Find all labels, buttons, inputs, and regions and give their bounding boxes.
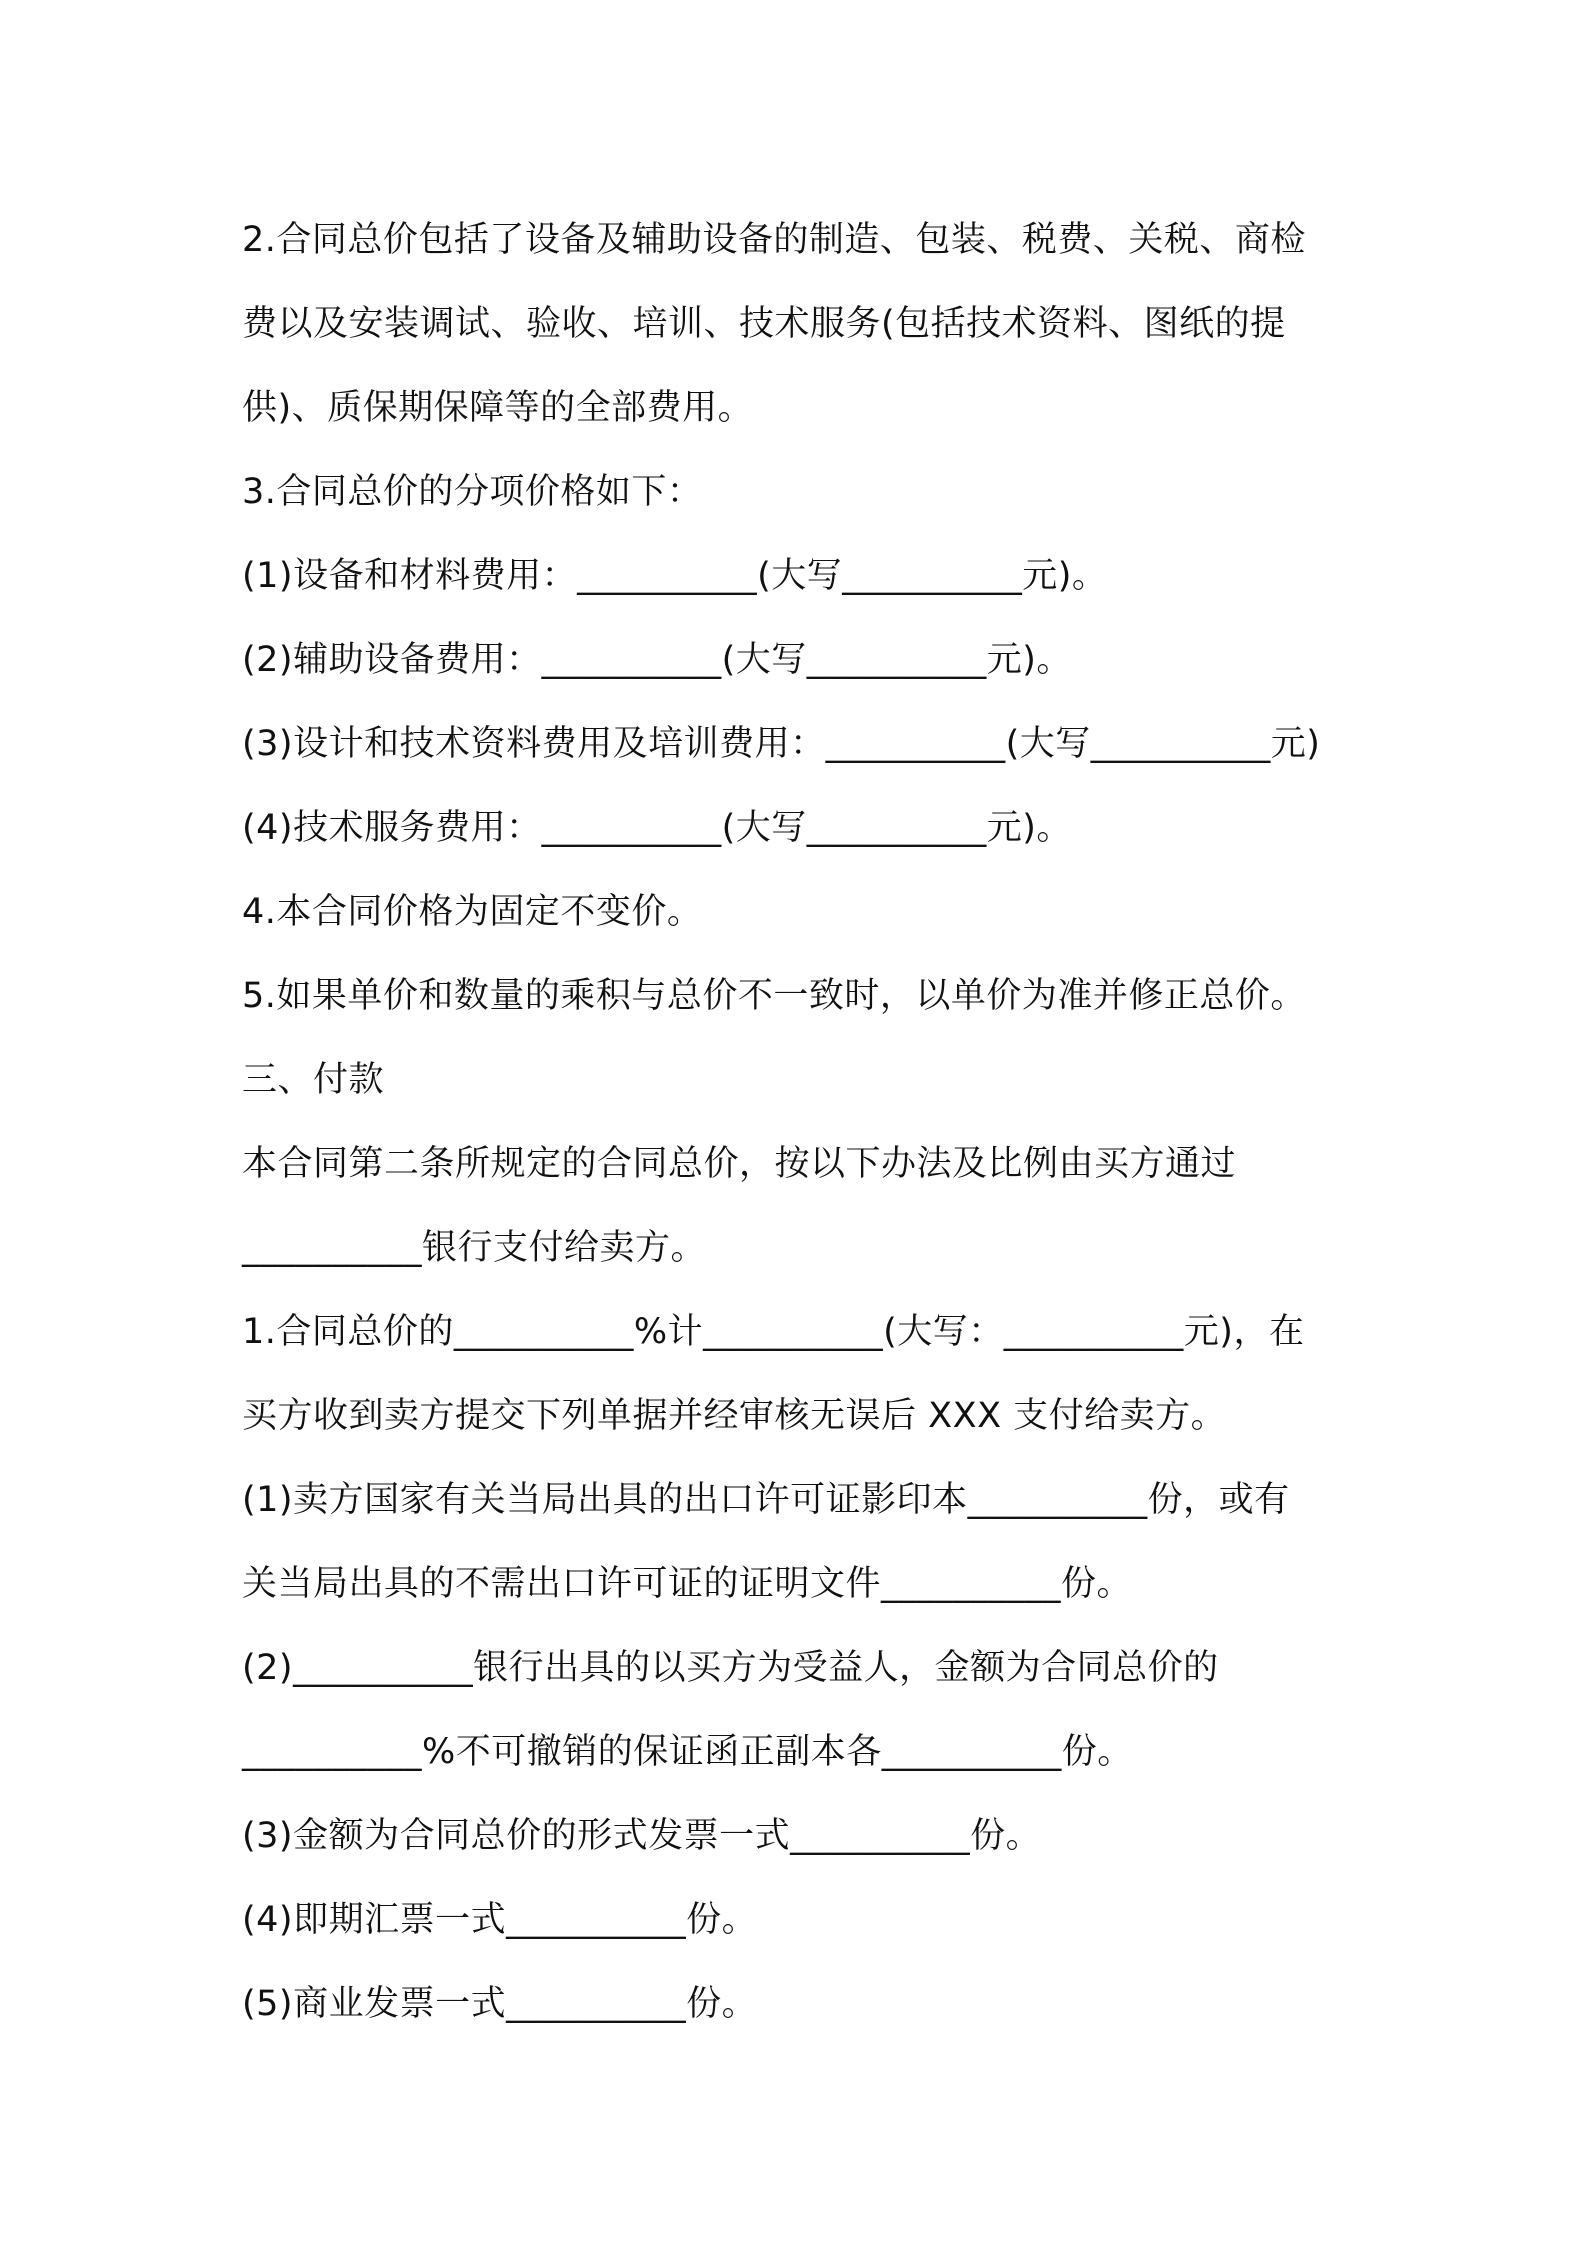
paragraph-line: 5.如果单价和数量的乘积与总价不一致时，以单价为准并修正总价。 bbox=[242, 976, 1306, 1016]
paragraph-line: 3.合同总价的分项价格如下： bbox=[242, 472, 703, 512]
paragraph-line: (4)技术服务费用：__________(大写__________元)。 bbox=[242, 808, 1072, 848]
paragraph-line: (1)设备和材料费用：__________(大写__________元)。 bbox=[242, 556, 1108, 596]
paragraph-line: 买方收到卖方提交下列单据并经审核无误后 XXX 支付给卖方。 bbox=[242, 1396, 1227, 1436]
paragraph-line: (2)辅助设备费用：__________(大写__________元)。 bbox=[242, 640, 1072, 680]
paragraph-line: (5)商业发票一式__________份。 bbox=[242, 1984, 758, 2024]
paragraph-line: (3)金额为合同总价的形式发票一式__________份。 bbox=[242, 1816, 1042, 1856]
paragraph-line: 费以及安装调试、验收、培训、技术服务(包括技术资料、图纸的提 bbox=[242, 304, 1286, 344]
paragraph-line: (4)即期汇票一式__________份。 bbox=[242, 1900, 758, 1940]
paragraph-line: 关当局出具的不需出口许可证的证明文件__________份。 bbox=[242, 1564, 1133, 1604]
paragraph-line: 1.合同总价的__________%计__________(大写：__________元)，在 bbox=[242, 1312, 1305, 1352]
document-body bbox=[242, 198, 1362, 2046]
paragraph-line: 2.合同总价包括了设备及辅助设备的制造、包装、税费、关税、商检 bbox=[242, 220, 1306, 260]
paragraph-line: (3)设计和技术资料费用及培训费用：__________(大写__________元) bbox=[242, 724, 1321, 764]
paragraph-line: (2)__________银行出具的以买方为受益人，金额为合同总价的 bbox=[242, 1648, 1219, 1688]
paragraph-line: 供)、质保期保障等的全部费用。 bbox=[242, 388, 754, 428]
paragraph-line: __________银行支付给卖方。 bbox=[242, 1228, 707, 1268]
paragraph-line: __________%不可撤销的保证函正副本各__________份。 bbox=[242, 1732, 1133, 1772]
paragraph-line: 4.本合同价格为固定不变价。 bbox=[242, 892, 703, 932]
section-heading: 三、付款 bbox=[242, 1060, 385, 1100]
paragraph-line: 本合同第二条所规定的合同总价，按以下办法及比例由买方通过 bbox=[242, 1144, 1237, 1184]
paragraph-line: (1)卖方国家有关当局出具的出口许可证影印本__________份，或有 bbox=[242, 1480, 1290, 1520]
